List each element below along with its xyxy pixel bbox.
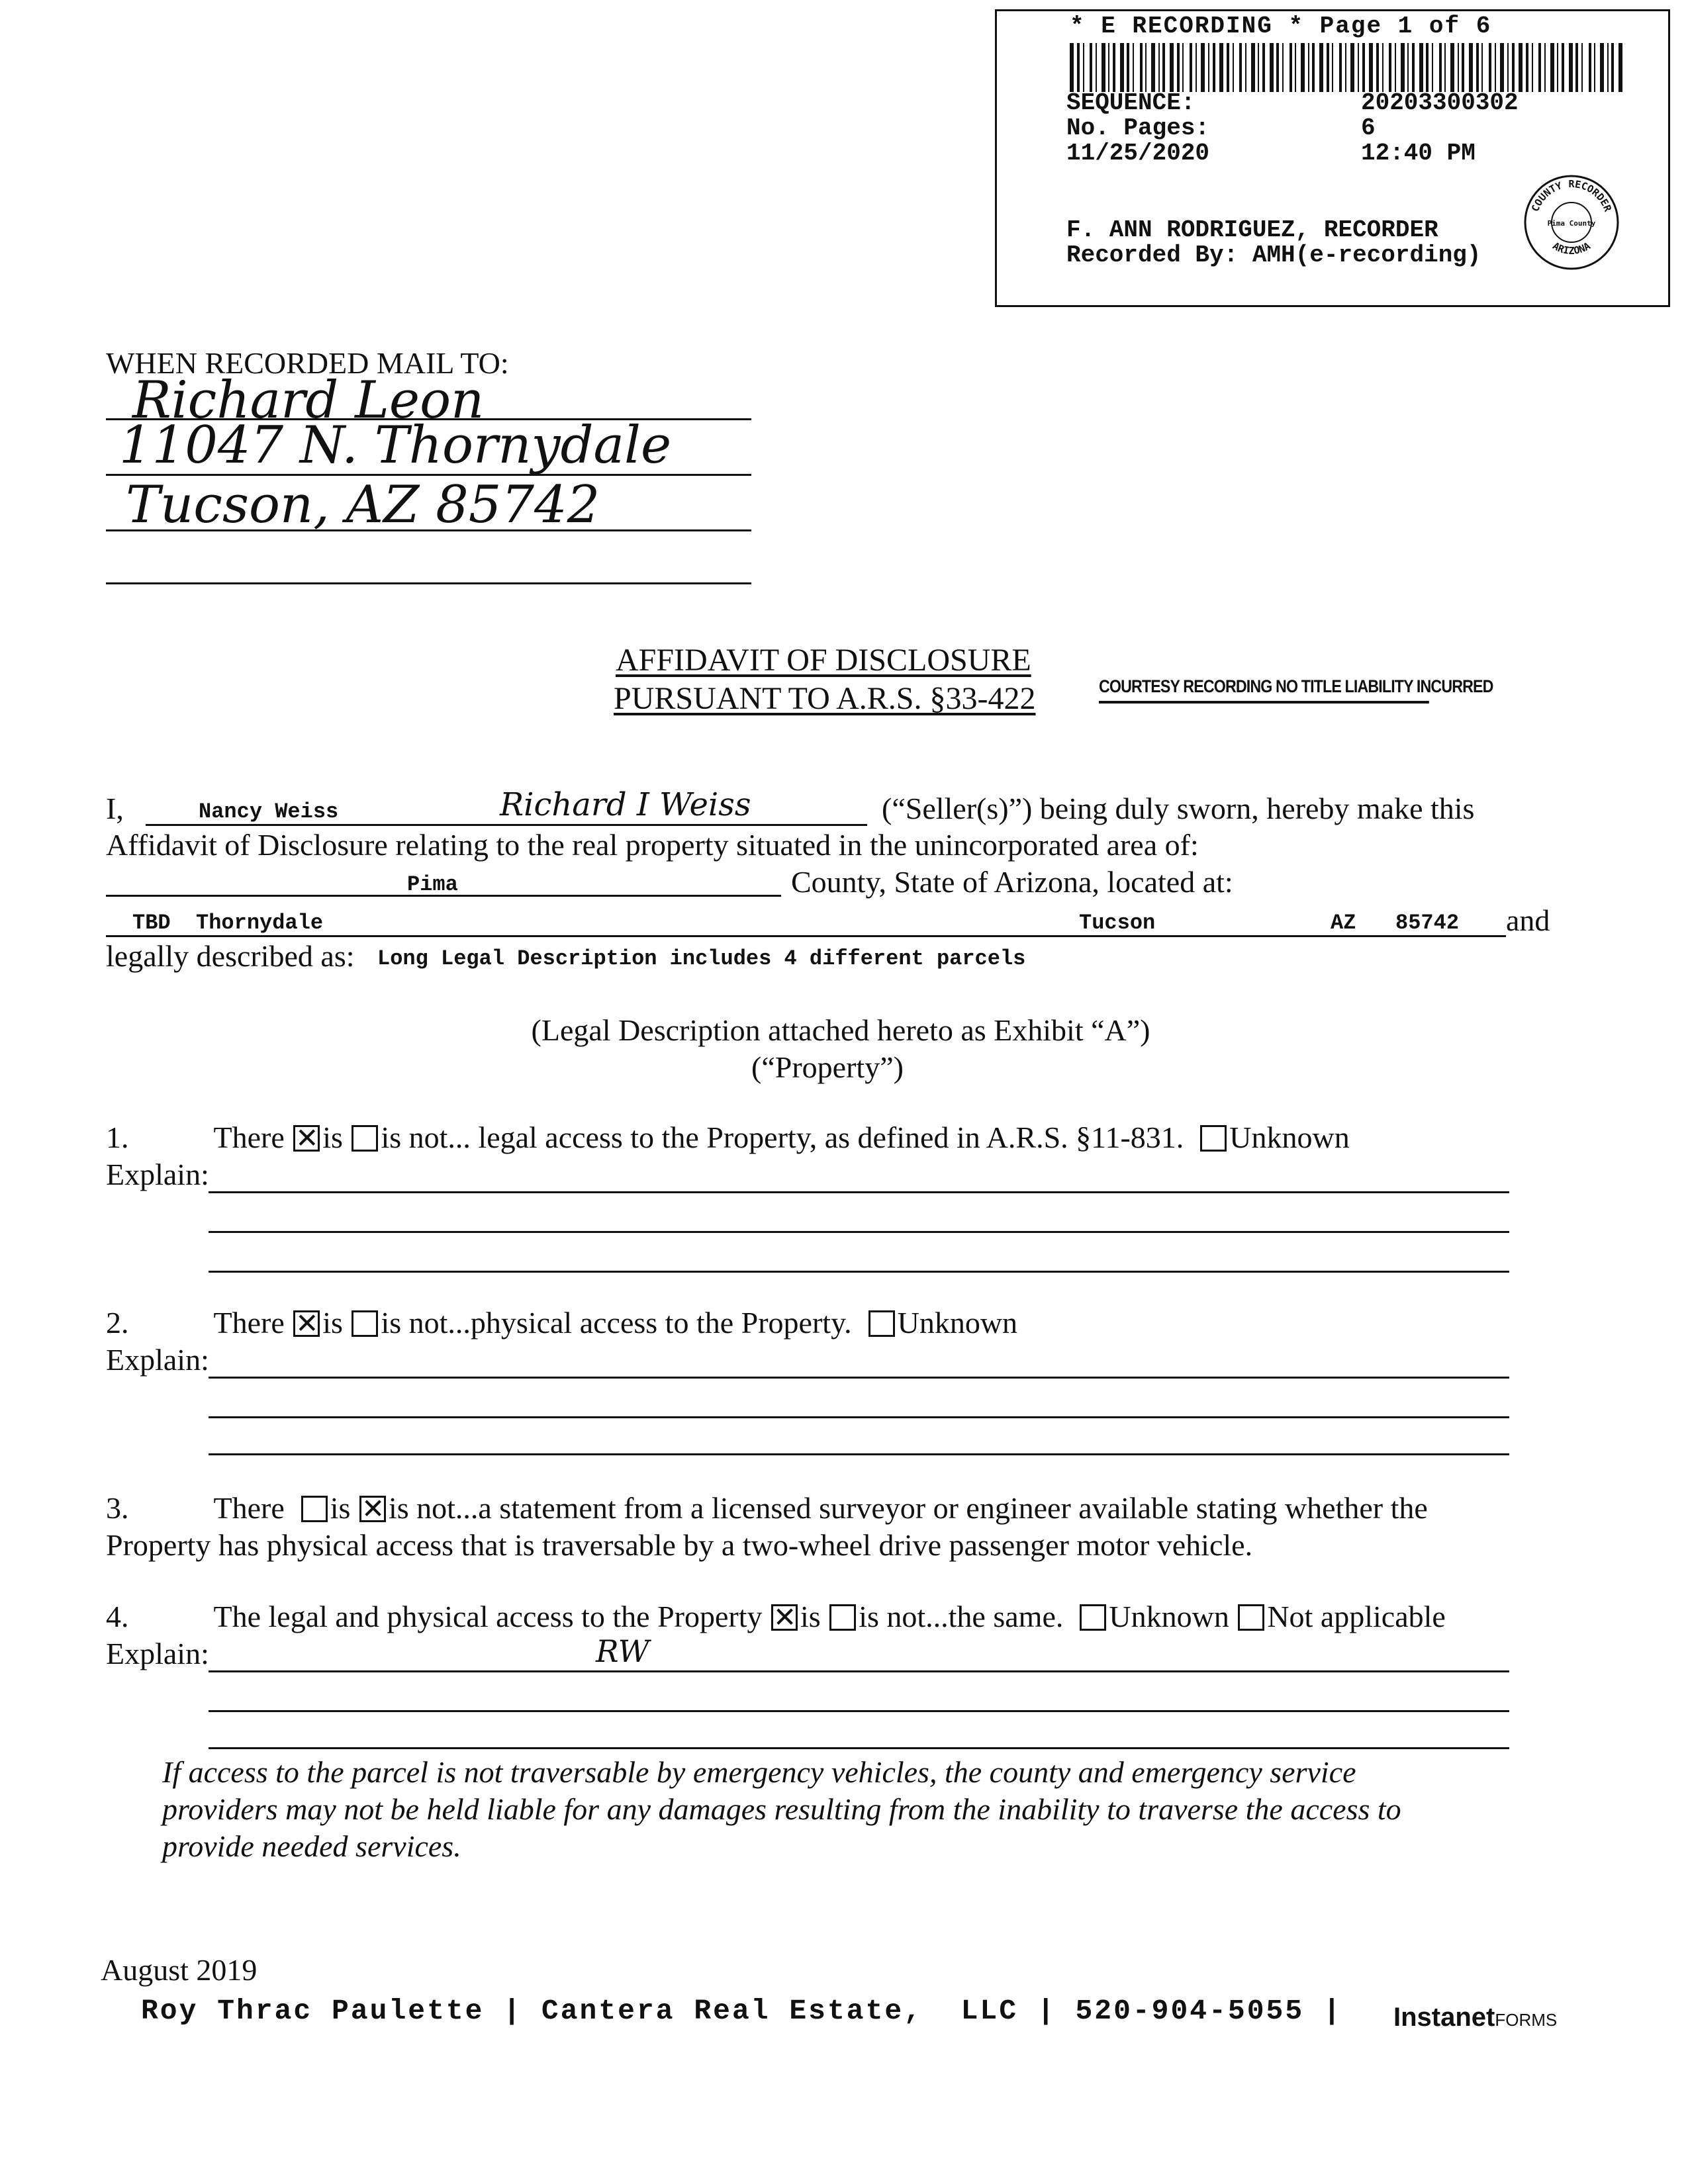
item-2-rule-1 [209,1377,1509,1379]
item-3-is-checkbox[interactable] [301,1496,328,1522]
seller-suffix: (“Seller(s)”) being duly sworn, hereby make this [882,792,1475,825]
item-1-rule-1 [209,1191,1509,1193]
item-3-line-2: Property has physical access that is traversable by a two-wheel drive passenger motor vehicle. [106,1528,1253,1562]
item-2-explain: Explain: [106,1343,209,1377]
state-value: AZ [1331,911,1356,935]
item-2-unknown-checkbox[interactable] [868,1310,895,1337]
footer-agent: Roy Thrac Paulette [141,1995,485,2027]
recording-time: 12:40 PM [1361,140,1476,167]
footer-line: Roy Thrac Paulette | Cantera Real Estate, LLC | 520-904-5055 | [141,1995,1342,2027]
item-4-initials: RW [596,1633,649,1669]
item-1-unknown-checkbox[interactable] [1200,1125,1227,1152]
pages-label: No. Pages: [1066,114,1210,142]
county-suffix: County, State of Arizona, located at: [791,865,1233,899]
item-3-is-not-checkbox[interactable]: ✕ [359,1496,386,1522]
item-2-is-checkbox[interactable]: ✕ [293,1310,320,1337]
item-2: 2. There ✕ is is not...physical access to the Property. Unknown [106,1306,1018,1340]
document-title: AFFIDAVIT OF DISCLOSURE [616,643,1031,678]
mail-rule-4 [106,582,751,584]
item-2-rule-2 [209,1416,1509,1418]
item-4-rule-1 [209,1670,1509,1672]
item-4-rule-3 [209,1747,1509,1749]
mail-rule-3 [106,529,751,531]
mail-to-street: 11047 N. Thornydale [119,416,672,475]
item-1-explain: Explain: [106,1158,209,1191]
recording-stamp [995,9,1670,307]
footer-phone: 520-904-5055 [1075,1995,1305,2027]
courtesy-stamp: COURTESY RECORDING NO TITLE LIABILITY INCURRED [1099,676,1483,729]
svg-text:COUNTY RECORDER: COUNTY RECORDER [1529,178,1614,214]
item-4-is-checkbox[interactable]: ✕ [771,1604,798,1631]
notice-line-3: provide needed services. [162,1829,461,1863]
sequence-value: 20203300302 [1361,89,1519,116]
item-4-not-applicable-checkbox[interactable] [1238,1604,1264,1631]
svg-text:Pima County: Pima County [1547,219,1596,228]
intro-line-2: Affidavit of Disclosure relating to the real property situated in the unincorporated area of: [106,828,1199,862]
footer-company: Cantera Real Estate, LLC [541,1995,1019,2027]
street-value: TBD Thornydale [132,911,324,935]
county-value: Pima [407,872,458,897]
recording-header: * E RECORDING * Page 1 of 6 [1070,13,1492,40]
mail-to-name: Richard Leon [132,371,485,430]
barcode [1070,43,1626,92]
recorder-name: F. ANN RODRIGUEZ, RECORDER [1066,216,1438,244]
seller-rule [146,824,867,826]
form-date: August 2019 [101,1953,258,1987]
sequence-label: SEQUENCE: [1066,89,1196,116]
exhibit-note: (Legal Description attached hereto as Exhibit “A”) [531,1013,1150,1047]
seller-signature: Richard I Weiss [500,786,751,823]
address-rule [106,935,1506,937]
seller-typed: Nancy Weiss [199,799,339,824]
item-2-is-not-checkbox[interactable] [352,1310,378,1337]
recorded-by: Recorded By: AMH(e-recording) [1066,242,1481,269]
item-1-is-not-checkbox[interactable] [352,1125,378,1152]
intro-i: I, [106,792,124,825]
item-1-rule-2 [209,1231,1509,1233]
county-seal-icon [1522,173,1621,272]
property-note: (“Property”) [751,1050,904,1084]
legal-label: legally described as: [106,939,355,973]
document-subtitle: PURSUANT TO A.R.S. §33-422 [614,681,1036,716]
and-text: and [1506,903,1550,937]
item-4-is-not-checkbox[interactable] [829,1604,856,1631]
item-3: 3. There is ✕ is not...a statement from a licensed surveyor or engineer available stating whether the [106,1491,1428,1525]
item-1-is-checkbox[interactable]: ✕ [293,1125,320,1152]
notice-line-2: providers may not be held liable for any damages resulting from the inability to traverse the access to [162,1792,1401,1826]
pages-value: 6 [1361,114,1376,142]
mail-to-city: Tucson, AZ 85742 [126,475,600,535]
recording-date: 11/25/2020 [1066,140,1210,167]
item-4-rule-2 [209,1710,1509,1712]
item-2-rule-3 [209,1453,1509,1455]
item-1: 1. There ✕ is is not... legal access to the Property, as defined in A.R.S. §11-831. Unknown [106,1120,1350,1154]
svg-text:ARIZONA: ARIZONA [1550,240,1593,257]
city-value: Tucson [1079,911,1156,935]
item-1-rule-3 [209,1271,1509,1273]
instanet-logo: InstanetFORMS [1393,2003,1558,2032]
legal-value: Long Legal Description includes 4 different parcels [377,946,1026,971]
zip-value: 85742 [1395,911,1460,935]
item-4-explain: Explain: [106,1637,209,1670]
item-4-unknown-checkbox[interactable] [1080,1604,1106,1631]
item-4: 4. The legal and physical access to the Property ✕ is is not...the same. Unknown Not applicable [106,1600,1446,1633]
notice-line-1: If access to the parcel is not traversable by emergency vehicles, the county and emergency service [162,1755,1356,1789]
mail-to-label: WHEN RECORDED MAIL TO: [106,346,509,380]
